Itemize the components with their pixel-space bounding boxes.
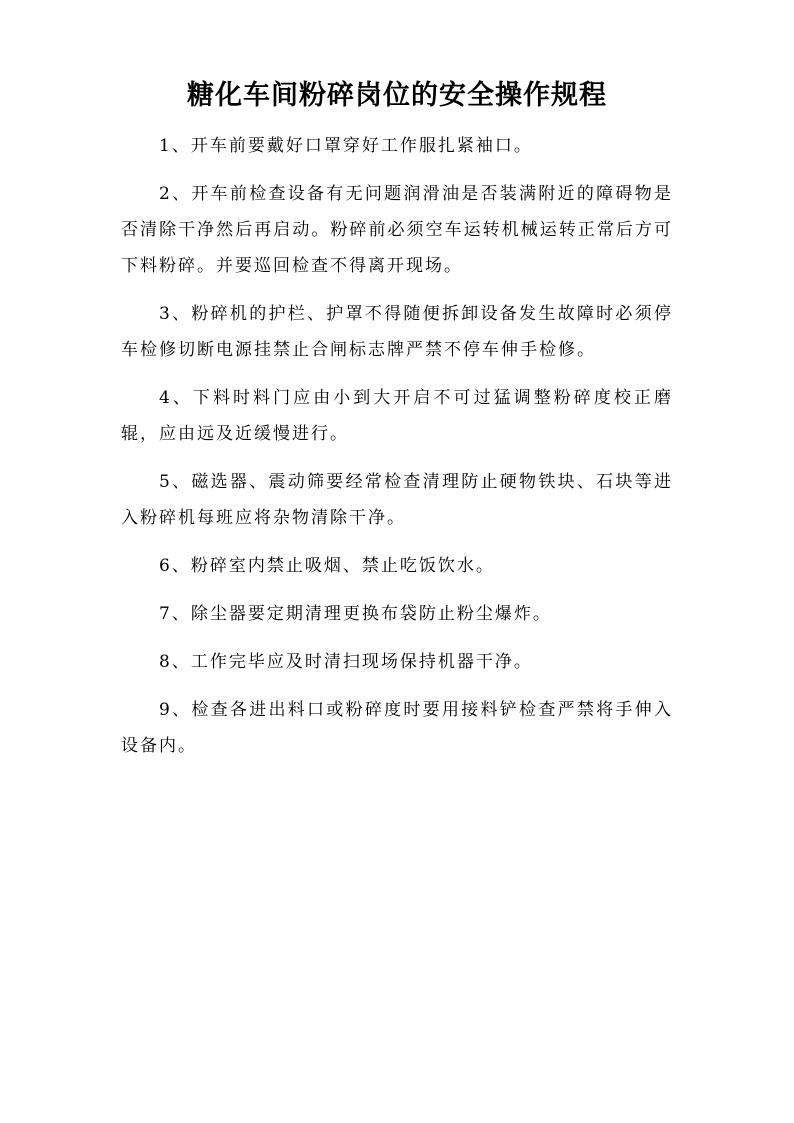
rule-paragraph-3: 3、粉碎机的护栏、护罩不得随便拆卸设备发生故障时必须停车检修切断电源挂禁止合闸标志牌严禁不停车伸手检修。 bbox=[121, 304, 673, 360]
rule-paragraph-4: 4、下料时料门应由小到大开启不可过猛调整粉碎度校正磨辊，应由远及近缓慢进行。 bbox=[121, 388, 673, 444]
rule-paragraph-7: 7、除尘器要定期清理更换布袋防止粉尘爆炸。 bbox=[159, 604, 552, 624]
rule-paragraph-1: 1、开车前要戴好口罩穿好工作服扎紧袖口。 bbox=[159, 136, 533, 156]
rule-paragraph-9: 9、检查各进出料口或粉碎度时要用接料铲检查严禁将手伸入设备内。 bbox=[121, 700, 673, 756]
rule-paragraph-2: 2、开车前检查设备有无问题润滑油是否装满附近的障碍物是否清除干净然后再启动。粉碎前必须空车运转机械运转正常后方可下料粉碎。并要巡回检查不得离开现场。 bbox=[121, 184, 673, 276]
rule-paragraph-6: 6、粉碎室内禁止吸烟、禁止吃饭饮水。 bbox=[159, 556, 495, 576]
document-title: 糖化车间粉碎岗位的安全操作规程 bbox=[187, 80, 607, 111]
rule-paragraph-5: 5、磁选器、震动筛要经常检查清理防止硬物铁块、石块等进入粉碎机每班应将杂物清除干净。 bbox=[121, 472, 673, 528]
rule-paragraph-8: 8、工作完毕应及时清扫现场保持机器干净。 bbox=[159, 652, 533, 672]
document-body bbox=[121, 128, 673, 776]
